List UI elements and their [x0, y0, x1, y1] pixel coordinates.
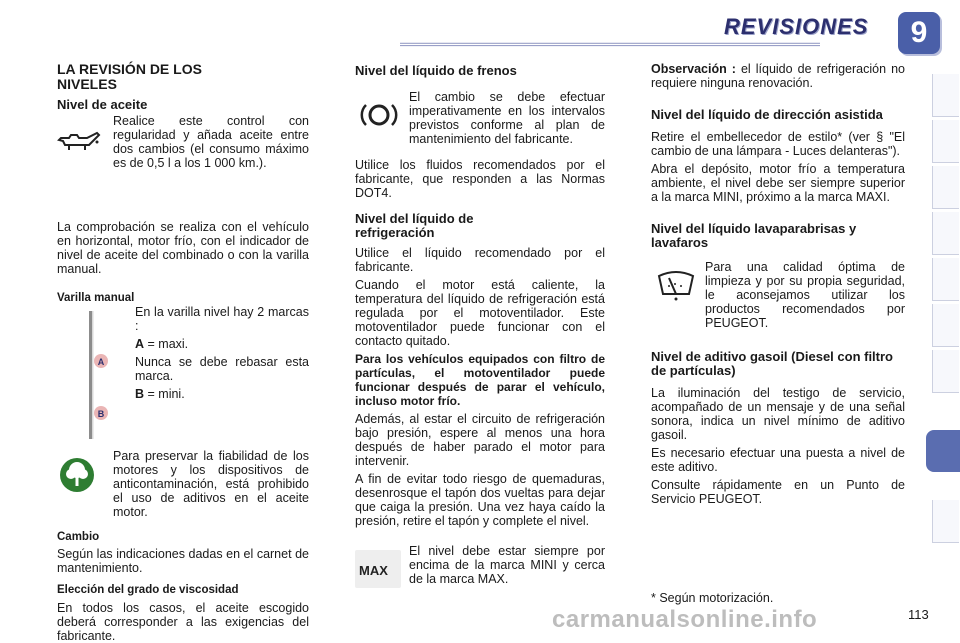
dipstick-label-a: A — [97, 357, 105, 367]
dipstick-title: Varilla manual — [57, 292, 135, 304]
observation-label: Observación : — [651, 62, 736, 76]
oil-icon-text: Realice este control con regularidad y añada aceite entre dos cambios (el consumo máximo es de 0,5 l a los 1 000 km.). — [113, 114, 309, 170]
diesel-p2: Es necesario efectuar una puesta a nivel de este aditivo. — [651, 446, 905, 474]
observation-paragraph — [651, 62, 905, 90]
diesel-p1: La iluminación del testigo de servicio, acompañado de un mensaje y de una señal sonora, indica un nivel mínimo de aditivo gasoil. — [651, 386, 905, 442]
brake-body-text: Utilice los fluidos recomendados por el fabricante, que responden a las Normas DOT4. — [355, 158, 605, 200]
chapter-tab[interactable] — [932, 120, 959, 163]
dipstick-label-b: B — [97, 409, 105, 419]
diesel-additive-title: Nivel de aditivo gasoil (Diesel con filtro de partículas) — [651, 349, 893, 378]
header-stripe — [330, 42, 890, 48]
main-title: LA REVISIÓN DE LOS NIVELES — [57, 61, 202, 92]
max-mark-icon — [355, 550, 401, 588]
chapter-tab[interactable] — [932, 212, 959, 255]
chapter-tab[interactable] — [932, 166, 959, 209]
coolant-p4: Además, al estar el circuito de refrigeración bajo presión, espere al menos una hora después de haber parado el motor para intervenir. — [355, 412, 605, 468]
mark-b-text: = mini. — [144, 387, 185, 401]
max-icon-label: MAX — [359, 563, 388, 578]
steering-p1: Retire el embellecedor de estilo* (ver § "El cambio de una lámpara - Luces delanteras"). — [651, 130, 905, 158]
dipstick-icon — [83, 311, 113, 441]
oil-can-icon — [57, 128, 101, 154]
chapter-number-badge: 9 — [898, 12, 940, 54]
mark-b-letter: B — [135, 387, 145, 401]
chapter-tab[interactable] — [932, 74, 959, 117]
environment-text: Para preservar la fiabilidad de los motores y los dispositivos de anticontaminación, está prohibido el uso de aditivos en el aceite motor. — [113, 449, 309, 519]
coolant-p1: Utilice el líquido recomendado por el fabricante. — [355, 246, 605, 274]
max-text: El nivel debe estar siempre por encima de la marca MINI y cerca de la marca MAX. — [409, 544, 605, 586]
washer-icon-text: Para una calidad óptima de limpieza y por su propia seguridad, le aconsejamos utilizar los productos recomendados por PEUGEOT. — [705, 260, 905, 330]
dipstick-intro: En la varilla nivel hay 2 marcas : — [135, 305, 309, 333]
column-right — [651, 62, 905, 506]
coolant-p5: A fin de evitar todo riesgo de quemaduras, desenrosque el tapón dos vueltas para dejar que caiga la presión. Una vez haya caído la presión, retire el tapón y complete el nivel. — [355, 472, 605, 528]
footnote: * Según motorización. — [651, 591, 774, 605]
chapter-tab[interactable] — [932, 350, 959, 393]
washer-fluid-title: Nivel del líquido lavaparabrisas y lavafaros — [651, 221, 857, 250]
chapter-tab[interactable] — [932, 500, 959, 543]
oil-level-title: Nivel de aceite — [57, 97, 148, 112]
page-header — [0, 0, 960, 60]
chapter-title: REVISIONES — [724, 14, 869, 39]
column-left — [57, 62, 309, 643]
coolant-title: Nivel del líquido de refrigeración — [355, 211, 474, 240]
brake-warning-icon — [359, 100, 399, 130]
chapter-tab-active[interactable] — [926, 430, 960, 472]
chapter-tab[interactable] — [932, 258, 959, 301]
windscreen-washer-icon — [655, 266, 697, 302]
coolant-p2: Cuando el motor está caliente, la temperatura del líquido de refrigeración está regulada por el motoventilador. Este motoventilador puede funcionar con el contacto quitado. — [355, 278, 605, 348]
mark-a-note: Nunca se debe rebasar esta marca. — [135, 355, 309, 383]
coolant-p3-bold: Para los vehículos equipados con filtro de partículas, el motoventilador puede funcionar después de parar el vehículo, incluso motor frío. — [355, 352, 605, 408]
observation-text: el líquido de refrigeración no requiere ninguna renovación. — [651, 62, 905, 90]
mark-a-line — [135, 337, 309, 351]
steering-p2: Abra el depósito, motor frío a temperatura ambiente, el nivel debe ser siempre superior a la marca MINI, próximo a la marca MAXI. — [651, 162, 905, 204]
mark-a-letter: A — [135, 337, 145, 351]
change-text: Según las indicaciones dadas en el carnet de mantenimiento. — [57, 547, 309, 575]
column-middle — [355, 62, 605, 600]
environment-tree-icon — [59, 457, 95, 493]
steering-fluid-title: Nivel del líquido de dirección asistida — [651, 107, 883, 122]
chapter-tab[interactable] — [932, 304, 959, 347]
change-title: Cambio — [57, 531, 100, 543]
chapter-tabs — [926, 60, 960, 580]
viscosity-text: En todos los casos, el aceite escogido deberá corresponder a las exigencias del fabricante. — [57, 601, 309, 643]
page-number: 113 — [908, 607, 929, 622]
watermark: carmanualsonline.info — [552, 606, 818, 633]
oil-body-text: La comprobación se realiza con el vehículo en horizontal, motor frío, con el indicador de nivel de aceite del combinado o con la varilla manual. — [57, 220, 309, 276]
brake-icon-text: El cambio se debe efectuar imperativamente en los intervalos previstos conforme al plan de mantenimiento del fabricante. — [409, 90, 605, 146]
viscosity-title: Elección del grado de viscosidad — [57, 584, 239, 596]
brake-fluid-title: Nivel del líquido de frenos — [355, 63, 517, 78]
diesel-p3: Consulte rápidamente en un Punto de Servicio PEUGEOT. — [651, 478, 905, 506]
mark-b-line — [135, 387, 309, 401]
mark-a-text: = maxi. — [144, 337, 189, 351]
